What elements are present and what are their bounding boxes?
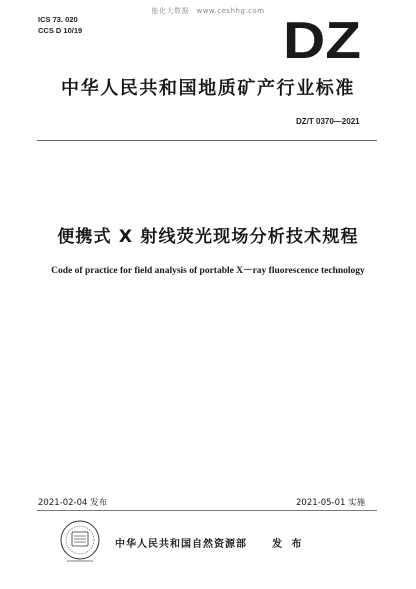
title-chinese: 便携式 X 射线荧光现场分析技术规程: [57, 227, 359, 247]
implementation-date: 2021-05-01 实施: [296, 498, 366, 508]
issue-date: 2021-02-04 发布: [38, 498, 108, 508]
standard-category: 中华人民共和国地质矿产行业标准: [61, 78, 355, 99]
ministry-seal-icon: [55, 518, 105, 566]
dz-logo-icon: [282, 14, 362, 60]
header-divider: [37, 140, 377, 141]
issuing-authority: 中华人民共和国自然资源部: [115, 539, 247, 550]
ccs-code: CCS D 10/19: [38, 26, 83, 35]
title-english: Code of practice for field analysis of portable X－ray fluorescence technology: [51, 266, 365, 276]
issue-verb: 发 布: [272, 539, 305, 550]
ics-code: ICS 73. 020: [38, 15, 78, 24]
watermark: 能化大数据 www.ceshhg.com: [151, 7, 265, 15]
logo-text: DZ: [283, 14, 361, 60]
standard-number: DZ/T 0370—2021: [296, 117, 360, 126]
footer-divider: [37, 510, 377, 511]
